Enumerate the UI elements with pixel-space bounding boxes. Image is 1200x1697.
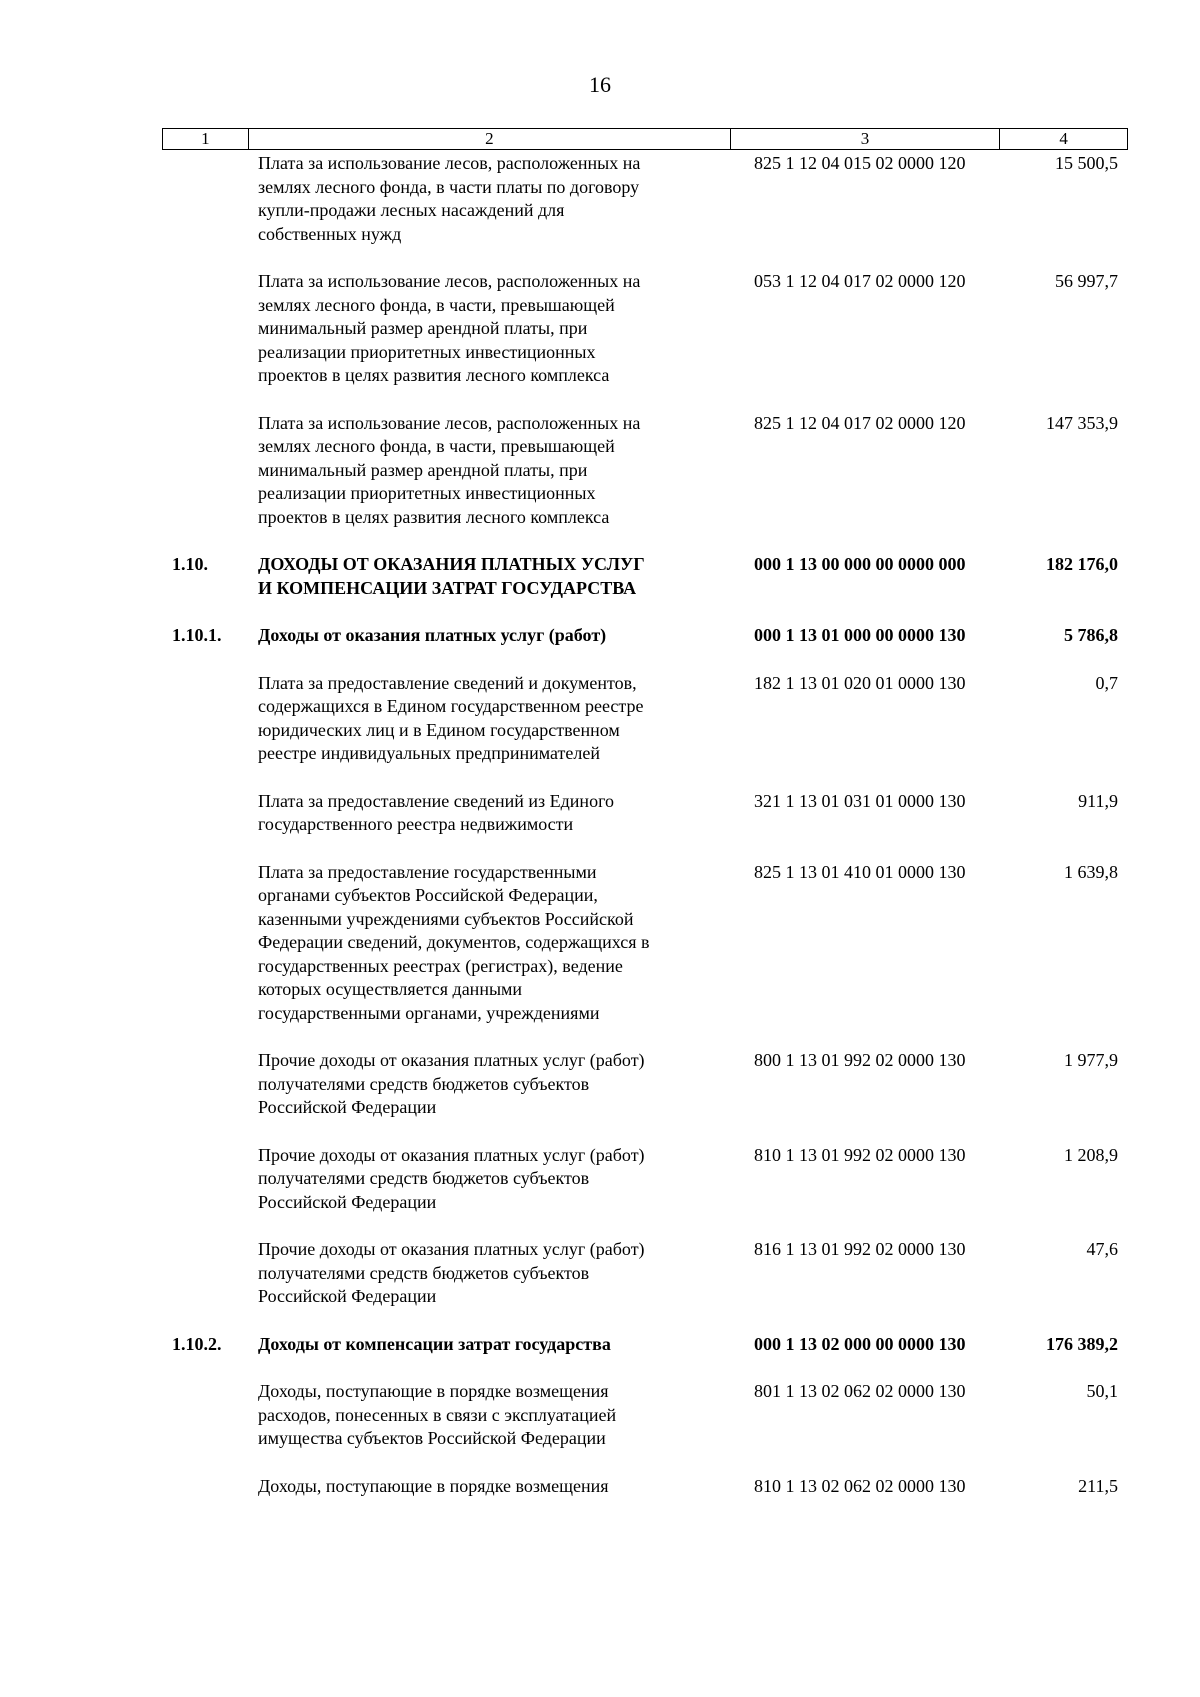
row-number <box>162 1144 248 1215</box>
row-number: 1.10.1. <box>172 625 222 645</box>
row-number <box>162 1238 248 1309</box>
row-amount: 176 389,2 <box>1046 1333 1118 1354</box>
row-number <box>162 1380 248 1451</box>
row-number <box>162 790 248 837</box>
page-number: 16 <box>589 72 611 97</box>
row-amount: 1 977,9 <box>1064 1050 1118 1070</box>
row-name: Плата за использование лесов, расположенных на землях лесного фонда, в части, превышающей минимальный размер арендной платы, при реализации приоритетных инвестиционных проектов в целях развития лесного комплекса <box>258 412 641 527</box>
row-amount: 0,7 <box>1095 672 1118 693</box>
row-amount: 50,1 <box>1086 1381 1118 1401</box>
row-code: 816 1 13 01 992 02 0000 130 <box>754 1239 966 1259</box>
header-col-4: 4 <box>1059 129 1068 148</box>
table-row <box>162 1144 1128 1215</box>
row-code: 053 1 12 04 017 02 0000 120 <box>754 271 966 291</box>
row-amount: 47,6 <box>1086 1239 1118 1259</box>
row-code: 810 1 13 02 062 02 0000 130 <box>754 1475 966 1496</box>
row-name: Плата за использование лесов, расположенных на землях лесного фонда, в части, превышающей минимальный размер арендной платы, при реализации приоритетных инвестиционных проектов в целях развития лесного комплекса <box>258 271 641 385</box>
row-name: Доходы, поступающие в порядке возмещения расходов, понесенных в связи с эксплуатацией имущества субъектов Российской Федерации <box>258 1381 617 1448</box>
table-row <box>162 1049 1128 1120</box>
row-name: Плата за предоставление сведений и документов, содержащихся в Едином государственном реестре юридических лиц и в Едином государственном реестре индивидуальных предпринимателей <box>258 672 644 763</box>
row-name: Плата за использование лесов, расположенных на землях лесного фонда, в части платы по договору купли-продажи лесных насаждений для собственных нужд <box>258 153 641 244</box>
row-name: Доходы от оказания платных услуг (работ) <box>258 625 607 645</box>
table-row <box>162 1380 1128 1451</box>
row-name: Прочие доходы от оказания платных услуг (работ) получателями средств бюджетов субъектов Российской Федерации <box>258 1239 645 1306</box>
table-row <box>162 270 1128 388</box>
row-code: 182 1 13 01 020 01 0000 130 <box>754 672 966 693</box>
row-code: 801 1 13 02 062 02 0000 130 <box>754 1381 966 1401</box>
row-code: 825 1 12 04 015 02 0000 120 <box>754 153 966 173</box>
row-name: Прочие доходы от оказания платных услуг (работ) получателями средств бюджетов субъектов Российской Федерации <box>258 1144 645 1212</box>
table-header <box>162 128 1128 150</box>
table-row <box>162 790 1128 837</box>
row-number <box>162 1049 248 1120</box>
row-code: 000 1 13 00 000 00 0000 000 <box>754 554 966 574</box>
row-number <box>162 861 248 1026</box>
row-name: Доходы, поступающие в порядке возмещения <box>258 1475 609 1496</box>
row-amount: 211,5 <box>1078 1475 1118 1496</box>
table-row <box>162 1333 1128 1357</box>
row-number <box>162 152 248 246</box>
row-amount: 56 997,7 <box>1055 271 1118 291</box>
row-name: Прочие доходы от оказания платных услуг (работ) получателями средств бюджетов субъектов Российской Федерации <box>258 1050 645 1117</box>
table-row <box>162 624 1128 648</box>
table-row <box>162 861 1128 1026</box>
row-amount: 1 208,9 <box>1064 1144 1118 1165</box>
header-col-3: 3 <box>731 129 1000 149</box>
row-amount: 147 353,9 <box>1046 412 1118 433</box>
header-col-1: 1 <box>163 129 249 149</box>
row-number <box>162 672 248 766</box>
row-name: ДОХОДЫ ОТ ОКАЗАНИЯ ПЛАТНЫХ УСЛУГ И КОМПЕНСАЦИИ ЗАТРАТ ГОСУДАРСТВА <box>258 554 645 598</box>
row-number: 1.10.2. <box>172 1333 222 1354</box>
row-number <box>162 412 248 530</box>
row-code: 800 1 13 01 992 02 0000 130 <box>754 1050 966 1070</box>
row-amount: 15 500,5 <box>1055 153 1118 173</box>
table-row <box>162 672 1128 766</box>
table-row <box>162 1238 1128 1309</box>
table-row <box>162 553 1128 600</box>
table-row <box>162 412 1128 530</box>
row-code: 810 1 13 01 992 02 0000 130 <box>754 1144 966 1165</box>
table-row <box>162 152 1128 246</box>
row-code: 825 1 13 01 410 01 0000 130 <box>754 861 966 882</box>
row-name: Доходы от компенсации затрат государства <box>258 1333 611 1354</box>
row-number: 1.10. <box>172 554 208 574</box>
row-number <box>162 1475 248 1499</box>
row-amount: 1 639,8 <box>1064 861 1118 882</box>
row-code: 321 1 13 01 031 01 0000 130 <box>754 790 966 811</box>
table-row <box>162 1475 1128 1499</box>
row-name: Плата за предоставление государственными органами субъектов Российской Федерации, казенными учреждениями субъектов Российской Федерации сведений, документов, содержащихся в государственных реестрах (регистрах), ведение которых осуществляется данными государственными органами, учреждениями <box>258 861 650 1023</box>
row-amount: 5 786,8 <box>1064 625 1118 645</box>
row-name: Плата за предоставление сведений из Единого государственного реестра недвижимости <box>258 790 615 834</box>
row-code: 000 1 13 01 000 00 0000 130 <box>754 625 966 645</box>
header-col-2: 2 <box>249 129 731 149</box>
row-code: 000 1 13 02 000 00 0000 130 <box>754 1333 966 1354</box>
table-body <box>162 152 1128 1522</box>
row-number <box>162 270 248 388</box>
row-amount: 911,9 <box>1078 790 1118 811</box>
row-code: 825 1 12 04 017 02 0000 120 <box>754 412 966 433</box>
row-amount: 182 176,0 <box>1046 554 1118 574</box>
